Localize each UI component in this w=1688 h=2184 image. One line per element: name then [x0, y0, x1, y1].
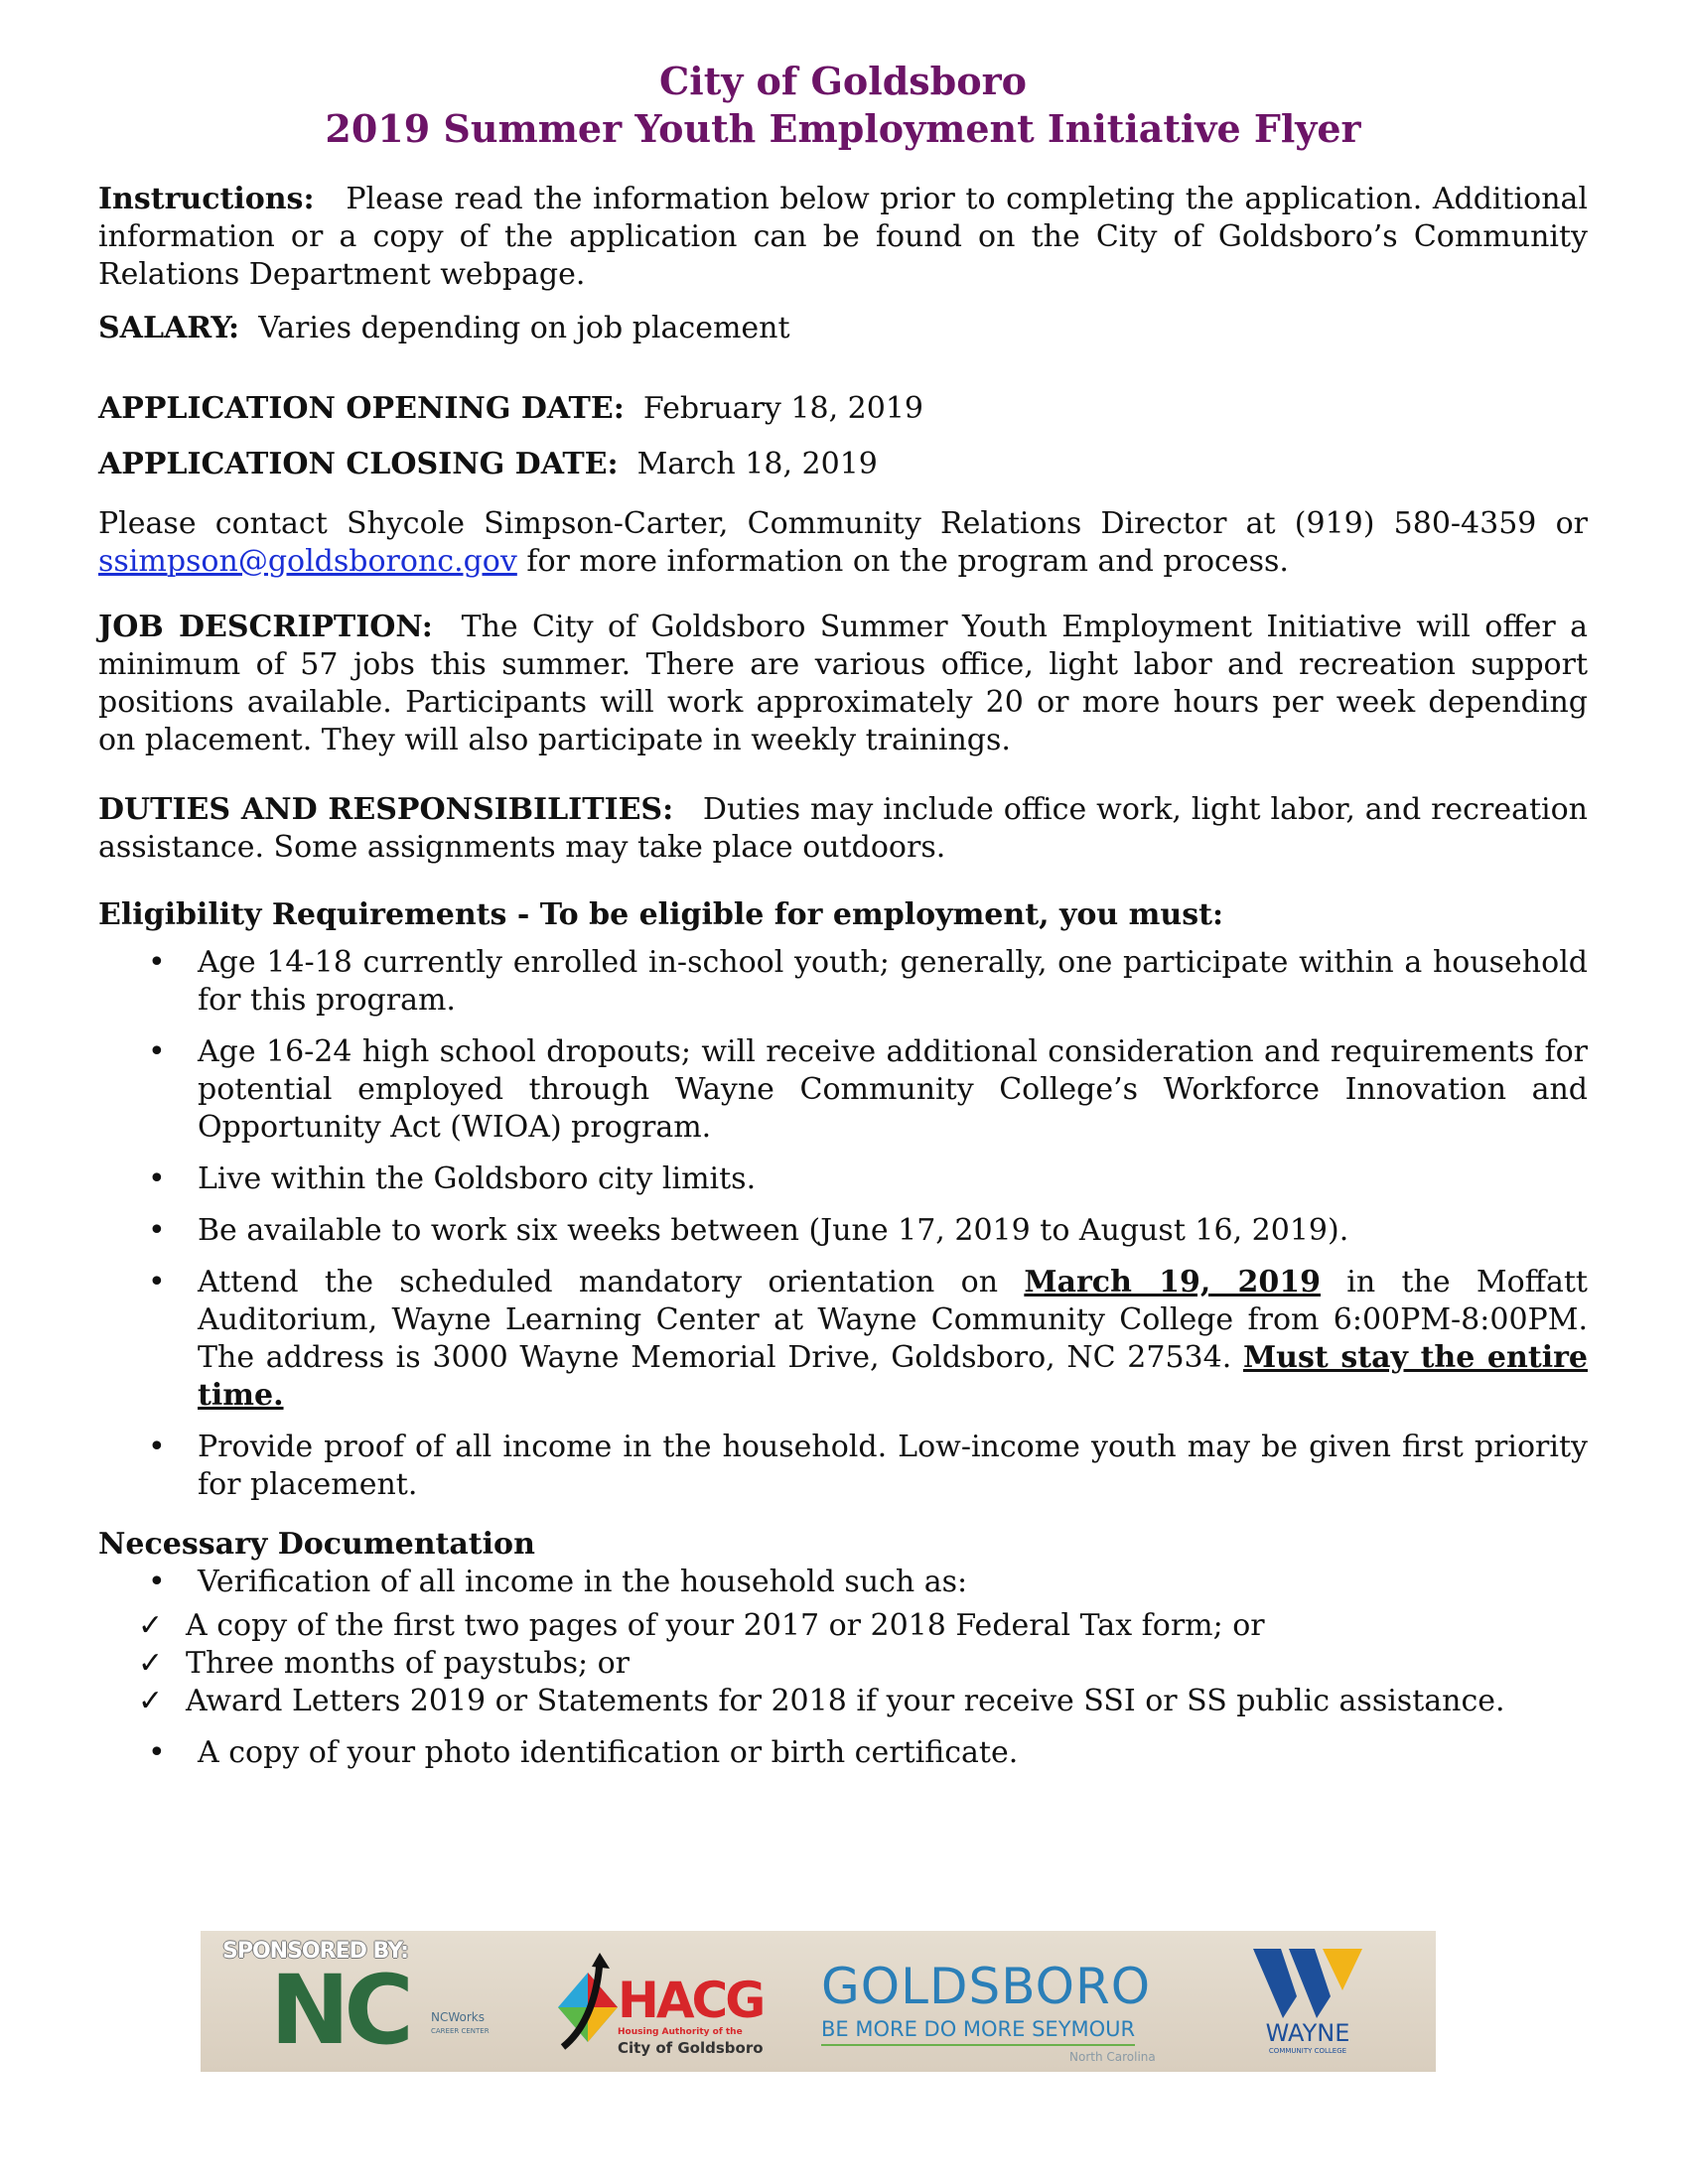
- title-line2: 2019 Summer Youth Employment Initiative Flyer: [325, 106, 1361, 151]
- wayne-text: WAYNE: [1265, 2019, 1350, 2047]
- list-item: [98, 1564, 1588, 1720]
- checkmark-icon: ✓: [138, 1684, 164, 1718]
- opening-date-line: [98, 390, 1588, 428]
- must-stay-notice: Must stay the entire time.: [198, 1340, 1588, 1413]
- title-line1: City of Goldsboro: [659, 59, 1027, 103]
- eligibility-list: [98, 944, 1588, 1504]
- hacg-logo: [548, 1953, 776, 2067]
- income-checklist: [98, 1607, 1588, 1720]
- hacg-text: HACG: [618, 1972, 764, 2029]
- checkmark-icon: ✓: [138, 1646, 164, 1681]
- job-description-label: JOB DESCRIPTION:: [98, 610, 433, 644]
- flyer-page: [98, 58, 1588, 1786]
- instructions-paragraph: [98, 181, 1588, 294]
- instructions-label: Instructions:: [98, 182, 315, 216]
- sponsor-banner: [201, 1931, 1436, 2072]
- contact-email-link[interactable]: ssimpson@goldsboronc.gov: [98, 544, 517, 579]
- opening-date-value: February 18, 2019: [642, 391, 923, 426]
- list-item: • Age 16-24 high school dropouts; will receive additional consideration and requirements for potential employed through Wayne Community College’s Workforce Innovation and Opportunity Act (WIOA) program.: [98, 1033, 1588, 1147]
- opening-date-label: APPLICATION OPENING DATE:: [98, 391, 625, 426]
- wayne-logo: [1243, 1949, 1372, 2068]
- instructions-text: Please read the information below prior to completing the application. Additional information or a copy of the application can be found on the City of Goldsboro’s Community Relations Department webpage.: [98, 182, 1589, 292]
- duties-paragraph: [98, 791, 1588, 867]
- list-item: • Provide proof of all income in the household. Low-income youth may be given first priority for placement.: [98, 1429, 1588, 1504]
- list-item: • Be available to work six weeks between (June 17, 2019 to August 16, 2019).: [98, 1212, 1588, 1250]
- job-description-paragraph: [98, 609, 1588, 759]
- hacg-sub1: Housing Authority of the: [618, 2027, 743, 2037]
- hacg-emblem-icon: [548, 1953, 628, 2062]
- job-description-text: The City of Goldsboro Summer Youth Employment Initiative will offer a minimum of 57 jobs this summer. There are various office, light labor and recreation support positions available. Participants will work approximately 20 or more hours per week depending on placement. They will also participate in weekly trainings.: [98, 610, 1588, 757]
- checklist-item: ✓ Three months of paystubs; or: [138, 1646, 631, 1681]
- goldsboro-state: North Carolina: [1069, 2050, 1156, 2064]
- contact-text-before: Please contact Shycole Simpson-Carter, Community Relations Director at (919) 580-4359 or: [98, 506, 1588, 541]
- wayne-sub: COMMUNITY COLLEGE: [1268, 2047, 1347, 2055]
- list-item: [98, 1264, 1588, 1415]
- goldsboro-text: GOLDSBORO: [821, 1958, 1152, 2015]
- checklist-item: ✓ A copy of the first two pages of your 2017 or 2018 Federal Tax form; or: [138, 1608, 1265, 1643]
- ncworks-sub: CAREER CENTER: [431, 2027, 490, 2035]
- sponsored-by-label: SPONSORED BY:: [222, 1939, 408, 1964]
- contact-text-after: for more information on the program and process.: [526, 544, 1289, 579]
- checklist-item: ✓ Award Letters 2019 or Statements for 2018 if your receive SSI or SS public assistance.: [138, 1684, 1505, 1718]
- goldsboro-tagline: BE MORE DO MORE SEYMOUR: [821, 2016, 1135, 2046]
- ncworks-label: NCWorks: [431, 2010, 485, 2024]
- documentation-heading: Necessary Documentation: [98, 1527, 535, 1562]
- list-item: • A copy of your photo identification or birth certificate.: [98, 1734, 1588, 1772]
- duties-label: DUTIES AND RESPONSIBILITIES:: [98, 792, 674, 827]
- ncworks-logo: [270, 1955, 498, 2066]
- income-verification-text: Verification of all income in the household such as:: [198, 1565, 968, 1599]
- documentation-list: [98, 1564, 1588, 1772]
- eligibility-heading: Eligibility Requirements - To be eligible for employment, you must:: [98, 897, 1224, 932]
- salary-label: SALARY:: [98, 311, 240, 345]
- salary-line: [98, 310, 1588, 347]
- wayne-w-icon: [1253, 1949, 1362, 2018]
- list-item: • Live within the Goldsboro city limits.: [98, 1160, 1588, 1198]
- closing-date-label: APPLICATION CLOSING DATE:: [98, 447, 619, 481]
- closing-date-value: March 18, 2019: [636, 447, 878, 481]
- duties-text: Duties may include office work, light labor, and recreation assistance. Some assignments may take place outdoors.: [98, 792, 1588, 865]
- contact-paragraph: [98, 505, 1588, 581]
- hacg-sub2: City of Goldsboro: [618, 2039, 764, 2057]
- nc-logo-text: NC: [270, 1955, 408, 2066]
- list-item: • Age 14-18 currently enrolled in-school youth; generally, one participate within a household for this program.: [98, 944, 1588, 1020]
- checkmark-icon: ✓: [138, 1608, 164, 1643]
- closing-date-line: [98, 446, 1588, 483]
- orientation-date: March 19, 2019: [1024, 1265, 1321, 1299]
- orientation-text-b: in the Moffatt Auditorium, Wayne Learning Center at Wayne Community College from 6:00PM-8:00PM. The address is 3000 Wayne Memorial Drive, Goldsboro, NC 27534.: [198, 1265, 1588, 1375]
- goldsboro-logo: [821, 1959, 1179, 2068]
- orientation-text-a: Attend the scheduled mandatory orientation on: [198, 1265, 999, 1299]
- salary-text: Varies depending on job placement: [258, 311, 790, 345]
